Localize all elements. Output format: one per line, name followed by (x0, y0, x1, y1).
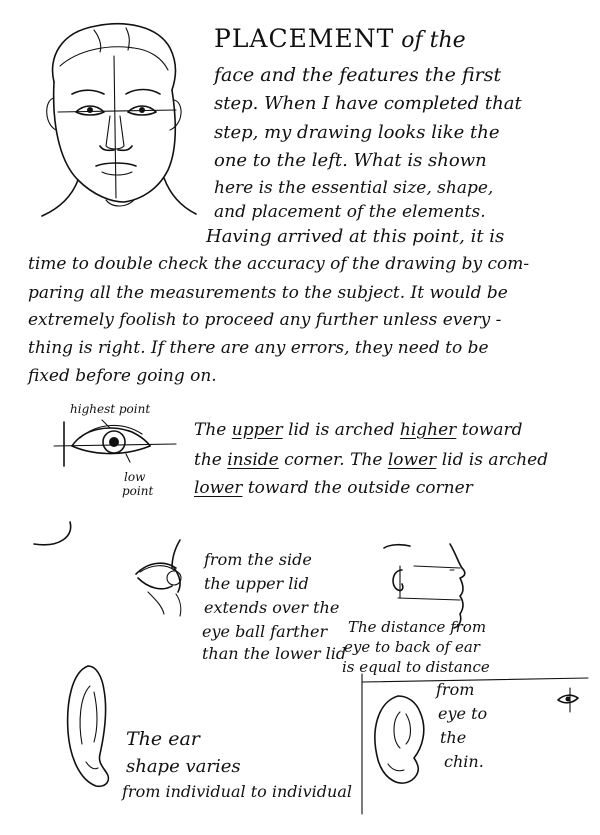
lid-note-inside: inside (227, 450, 279, 470)
lid-note-2b: corner. The (278, 450, 388, 470)
intro-line-6: and placement of the elements. (214, 202, 486, 222)
lid-note-1b: lid is arched (282, 420, 400, 440)
label-low: low (124, 470, 146, 484)
intro-line-12: fixed before going on. (28, 366, 217, 386)
ear-note-line-3: from individual to individual (122, 782, 352, 801)
lid-note-1c: toward (456, 420, 523, 440)
lid-note-lower-2: lower (194, 478, 243, 498)
side-note-line-5: than the lower lid (202, 644, 347, 663)
intro-line-3: step, my drawing looks like the (214, 122, 500, 143)
distance-note-line-1: The distance from (348, 618, 487, 636)
lid-note-2a: the (194, 450, 228, 470)
profile-head-sketch (380, 540, 490, 630)
page-title (214, 24, 466, 53)
distance-note-line-3: is equal to distance (342, 658, 490, 676)
intro-line-2: step. When I have completed that (214, 93, 522, 114)
title-rest: of the (394, 28, 466, 53)
lid-note-line-2 (194, 450, 548, 470)
lid-note-line-3 (194, 478, 473, 498)
lid-note-lower: lower (387, 450, 437, 470)
intro-line-4: one to the left. What is shown (214, 150, 487, 171)
curve-mark-sketch (30, 518, 80, 554)
distance-note-line-2: eye to back of ear (344, 638, 480, 656)
ear-note-line-1: The ear (126, 728, 200, 750)
distance-note-line-5: eye to (438, 704, 488, 723)
label-highest-point: highest point (70, 402, 151, 416)
side-note-line-3: extends over the (204, 598, 340, 617)
distance-note-line-4: from (436, 680, 475, 699)
ear-sketch (60, 662, 120, 792)
intro-line-7: Having arrived at this point, it is (206, 226, 505, 247)
distance-note-line-7: chin. (444, 752, 484, 771)
intro-line-10: extremely foolish to proceed any further unless every - (28, 310, 502, 330)
label-point: point (122, 484, 154, 498)
intro-line-8: time to double check the accuracy of the drawing by com- (28, 254, 530, 274)
intro-line-9: paring all the measurements to the subject. It would be (28, 283, 508, 303)
intro-line-5: here is the essential size, shape, (214, 178, 494, 198)
side-note-line-4: eye ball farther (202, 622, 328, 641)
ear-distance-sketch (348, 668, 598, 818)
eye-side-sketch (128, 538, 208, 618)
lid-note-3b: toward the outside corner (242, 478, 473, 498)
side-note-line-1: from the side (204, 550, 312, 569)
intro-line-11: thing is right. If there are any errors, they need to be (28, 338, 489, 358)
lid-note-higher: higher (399, 420, 457, 440)
lid-note-upper: upper (231, 420, 283, 440)
distance-note-line-6: the (440, 728, 467, 747)
title-placement: PLACEMENT (214, 24, 395, 53)
side-note-line-2: the upper lid (204, 574, 309, 593)
lid-note-2c: lid is arched (436, 450, 549, 470)
lid-note-1a: The (194, 420, 232, 440)
face-sketch (38, 20, 198, 220)
ear-note-line-2: shape varies (126, 756, 241, 777)
intro-line-1: face and the features the first (214, 64, 502, 86)
eye-front-sketch (50, 418, 180, 478)
lid-note-line-1 (194, 420, 522, 440)
